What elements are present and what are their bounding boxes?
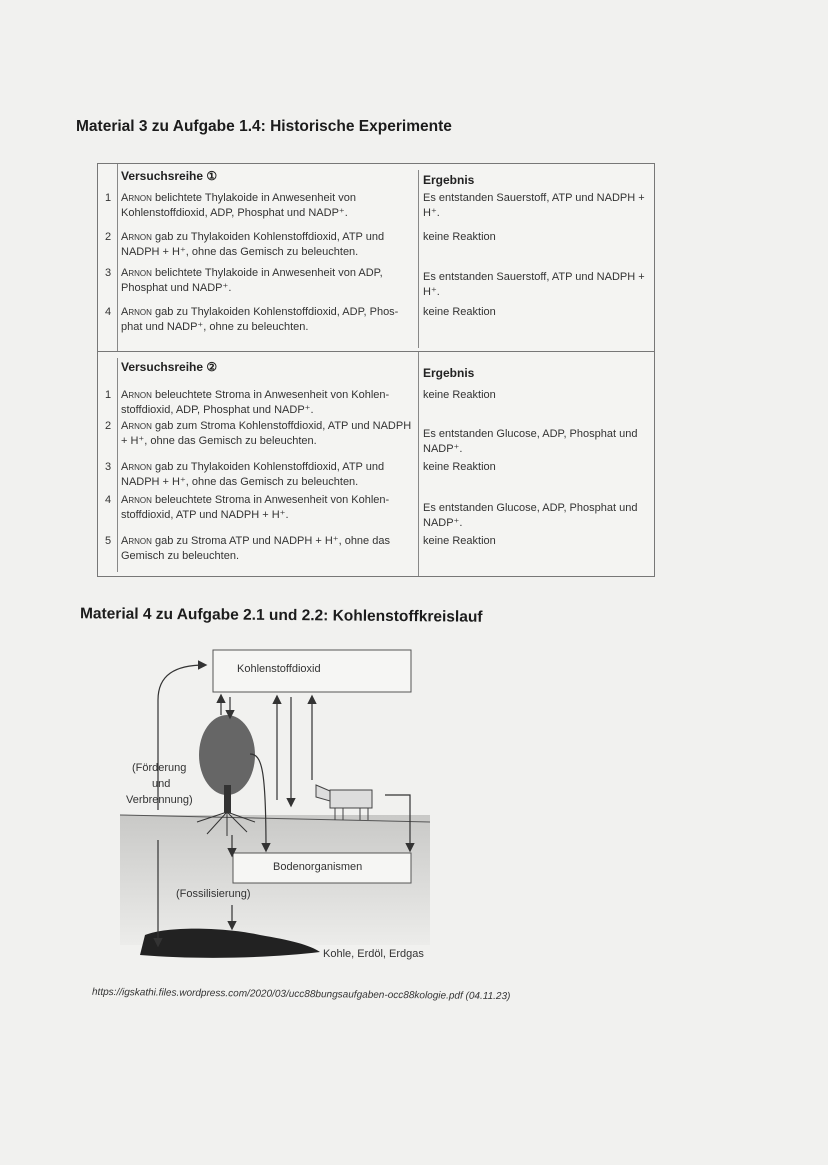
material-4-heading: Material 4 zu Aufgabe 2.1 und 2.2: Kohlenstoffkreislauf [79, 605, 483, 626]
row-number: 1 [104, 389, 112, 401]
row-number: 3 [104, 461, 112, 473]
researcher-name: Arnon [121, 192, 152, 204]
row-text: beleuchtete Stroma in Anwesenheit von Kohlen-stoffdioxid, ATP und NADPH + H⁺. [121, 494, 390, 521]
row-result: Es entstanden Sauerstoff, ATP und NADPH + H⁺. [423, 192, 645, 219]
row-text: gab zu Thylakoiden Kohlenstoffdioxid, ATP und NADPH + H⁺, ohne das Gemisch zu beleuchten. [121, 461, 385, 488]
row-result: Es entstanden Glucose, ADP, Phosphat und NADP⁺. [423, 502, 638, 529]
row-result: keine Reaktion [423, 231, 496, 243]
fossilization-label: (Fossilisierung) [176, 888, 251, 900]
row-number: 4 [104, 494, 112, 506]
result-header: Ergebnis [423, 173, 475, 187]
row-number: 2 [104, 231, 112, 243]
series-title: Versuchsreihe ② [121, 360, 218, 374]
label-und: und [152, 778, 171, 790]
row-number: 1 [104, 192, 112, 204]
fossil-fuels-label: Kohle, Erdöl, Erdgas [323, 948, 424, 960]
series-title: Versuchsreihe ① [121, 169, 218, 183]
researcher-name: Arnon [121, 267, 152, 279]
cow-icon [316, 785, 372, 820]
row-number: 2 [104, 420, 112, 432]
row-text: belichtete Thylakoide in Anwesenheit von Kohlenstoffdioxid, ADP, Phosphat und NADP⁺. [121, 192, 356, 219]
co2-label: Kohlenstoffdioxid [237, 663, 321, 675]
row-result: Es entstanden Sauerstoff, ATP und NADPH + H⁺. [423, 271, 645, 298]
row-number: 4 [104, 306, 112, 318]
researcher-name: Arnon [121, 494, 152, 506]
researcher-name: Arnon [121, 420, 152, 432]
researcher-name: Arnon [121, 306, 152, 318]
row-text: belichtete Thylakoide in Anwesenheit von ADP, Phosphat und NADP⁺. [121, 267, 383, 294]
label-foerderung: (Förderung [132, 762, 187, 774]
row-result: keine Reaktion [423, 461, 496, 473]
row-number: 5 [104, 535, 112, 547]
row-text: beleuchtete Stroma in Anwesenheit von Kohlen-stoffdioxid, ADP, Phosphat und NADP⁺. [121, 389, 390, 416]
label-verbrennung: Verbrennung) [126, 794, 193, 806]
row-number: 3 [104, 267, 112, 279]
row-result: keine Reaktion [423, 389, 496, 401]
researcher-name: Arnon [121, 461, 152, 473]
result-header: Ergebnis [423, 366, 475, 380]
source-citation: https://igskathi.files.wordpress.com/2020/03/ucc88bungsaufgaben-occ88kologie.pdf (04.11.23) [91, 986, 511, 1003]
researcher-name: Arnon [121, 231, 152, 243]
row-text: gab zu Stroma ATP und NADPH + H⁺, ohne das Gemisch zu beleuchten. [121, 535, 390, 562]
soil-organisms-label: Bodenorganismen [273, 861, 363, 873]
researcher-name: Arnon [121, 389, 152, 401]
material-3-heading: Material 3 zu Aufgabe 1.4: Historische Experimente [76, 118, 452, 135]
row-result: keine Reaktion [423, 306, 496, 318]
row-text: gab zu Thylakoiden Kohlenstoffdioxid, ADP, Phos-phat und NADP⁺, ohne zu beleuchten. [121, 306, 399, 333]
row-result: keine Reaktion [423, 535, 496, 547]
row-text: gab zum Stroma Kohlenstoffdioxid, ATP und NADPH + H⁺, ohne das Gemisch zu beleuchten. [121, 420, 412, 447]
row-text: gab zu Thylakoiden Kohlenstoffdioxid, ATP und NADPH + H⁺, ohne das Gemisch zu beleuchten. [121, 231, 385, 258]
row-result: Es entstanden Glucose, ADP, Phosphat und NADP⁺. [423, 428, 638, 455]
researcher-name: Arnon [121, 535, 152, 547]
